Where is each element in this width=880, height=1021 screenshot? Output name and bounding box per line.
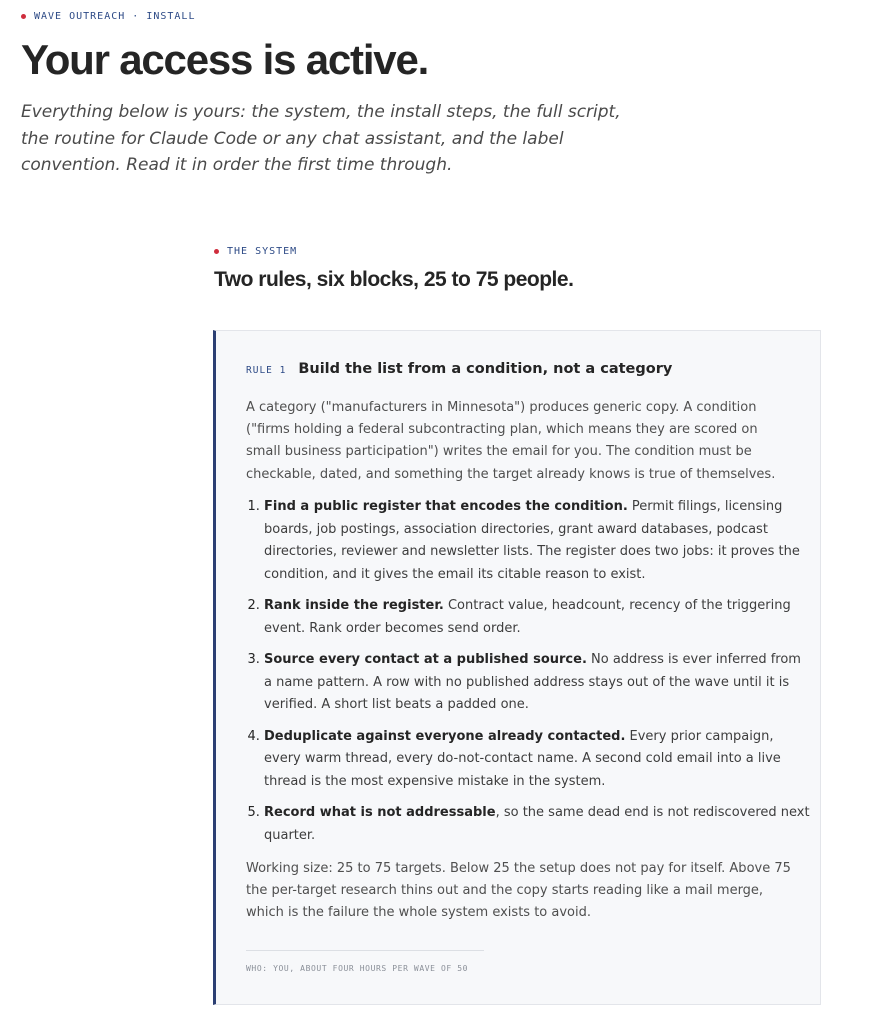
step-lead: Find a public register that encodes the condition. (264, 499, 628, 514)
step-lead: Source every contact at a published source. (264, 652, 587, 667)
step-text: Every prior campaign, every warm thread, every do-not-contact name. A second cold email into a live thread is the most expensive mistake in the system. (264, 728, 781, 789)
rule-tag: RULE 1 (246, 365, 287, 376)
section-eyebrow (214, 246, 297, 257)
rule-footer-note: WHO: YOU, ABOUT FOUR HOURS PER WAVE OF 50 (246, 964, 469, 973)
list-item (264, 496, 812, 586)
step-lead: Deduplicate against everyone already contacted. (264, 728, 626, 744)
step-text: , so the same dead end is not rediscovered next quarter. (264, 805, 810, 843)
red-dot-icon (21, 14, 26, 19)
rule-outro: Working size: 25 to 75 targets. Below 25 the setup does not pay for itself. Above 75 the per-target research thins out and the copy starts reading like a mail merge, which is the failure the whole system exists to avoid. (246, 861, 791, 921)
rule-steps-list (246, 496, 812, 856)
step-lead: Record what is not addressable (264, 805, 496, 820)
page-eyebrow-label: WAVE OUTREACH · INSTALL (34, 11, 196, 22)
red-dot-icon (214, 249, 219, 254)
list-item (264, 802, 812, 847)
rule-intro: A category ("manufacturers in Minnesota") produces generic copy. A condition ("firms holding a federal subcontracting plan, which means they are scored on small business participation") writes the email for you. The condition must be checkable, dated, and something the target already knows is true of themselves. (246, 400, 776, 482)
step-text: Permit filings, licensing boards, job postings, association directories, grant award databases, podcast directories, reviewer and newsletter lists. The register does two jobs: it proves the condition, and it gives the email its citable reason to exist. (264, 499, 800, 582)
list-item (264, 726, 812, 794)
divider (246, 950, 484, 951)
rule-card (213, 330, 821, 1005)
step-text: Contract value, headcount, recency of the triggering event. Rank order becomes send order. (264, 598, 791, 636)
step-lead: Rank inside the register. (264, 598, 444, 613)
section-title: Two rules, six blocks, 25 to 75 people. (214, 268, 574, 291)
section-eyebrow-label: THE SYSTEM (227, 246, 298, 257)
list-item (264, 595, 812, 640)
rule-title: Build the list from a condition, not a category (298, 361, 673, 377)
list-item (264, 649, 812, 717)
page-lede: Everything below is yours: the system, the install steps, the full script, the routine for Claude Code or any chat assistant, and the label convention. Read it in order the first time through. (21, 102, 621, 175)
page-eyebrow (21, 11, 195, 22)
page-title: Your access is active. (21, 36, 429, 83)
rule-heading (246, 361, 672, 377)
step-text: No address is ever inferred from a name pattern. A row with no published address stays out of the wave until it is verified. A short list beats a padded one. (264, 652, 801, 712)
